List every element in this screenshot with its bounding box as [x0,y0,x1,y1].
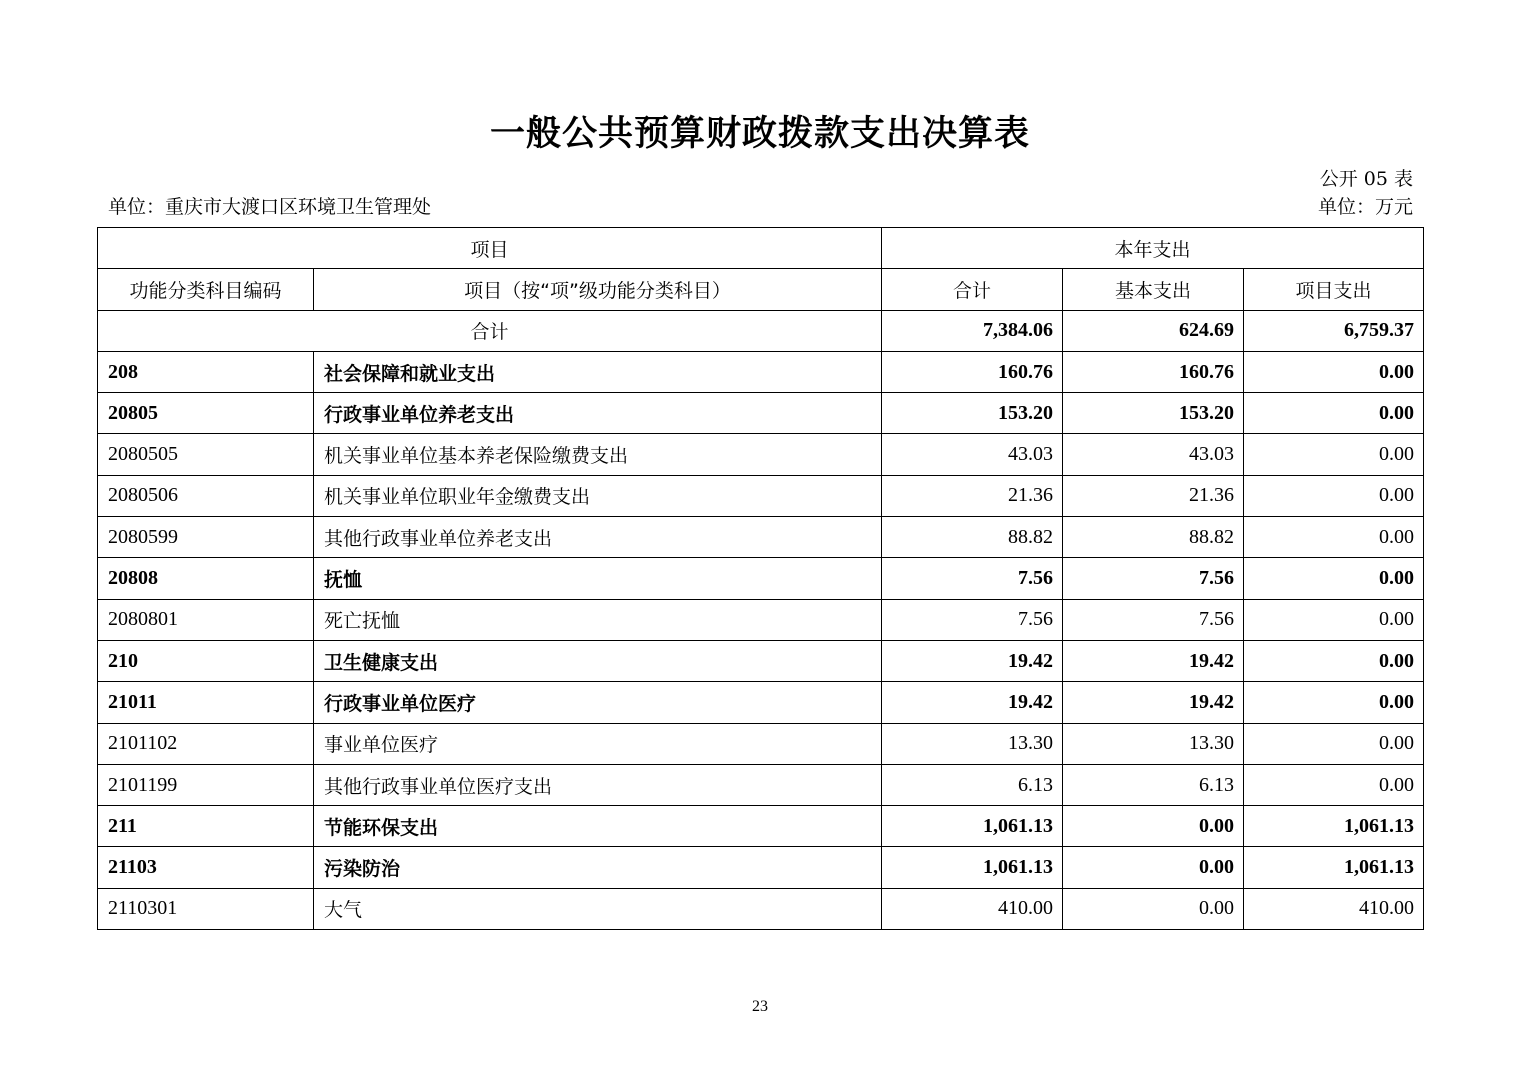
row-code: 20808 [98,558,314,599]
row-project: 0.00 [1244,351,1424,392]
row-name: 污染防治 [314,847,882,888]
table-row [98,847,1424,888]
row-project: 1,061.13 [1244,847,1424,888]
row-total: 19.42 [882,682,1063,723]
row-name: 行政事业单位养老支出 [314,393,882,434]
row-total: 160.76 [882,351,1063,392]
header-row-2 [98,269,1424,310]
header-total: 合计 [882,269,1063,310]
header-project: 项目 [98,228,882,269]
row-project: 0.00 [1244,393,1424,434]
row-project: 0.00 [1244,682,1424,723]
table-body [98,228,1424,930]
row-total: 43.03 [882,434,1063,475]
row-code: 211 [98,806,314,847]
form-number: 公开 05 表 [1319,168,1413,190]
row-project: 1,061.13 [1244,806,1424,847]
total-sum: 7,384.06 [882,310,1063,351]
table-row [98,351,1424,392]
row-basic: 0.00 [1063,888,1244,929]
row-project: 0.00 [1244,517,1424,558]
row-name: 其他行政事业单位医疗支出 [314,764,882,805]
row-code: 20805 [98,393,314,434]
unit-currency: 单位：万元 [1317,196,1413,218]
row-name: 其他行政事业单位养老支出 [314,517,882,558]
row-name: 卫生健康支出 [314,640,882,681]
table-row [98,888,1424,929]
row-code: 2080505 [98,434,314,475]
total-project: 6,759.37 [1244,310,1424,351]
table-row [98,806,1424,847]
total-row [98,310,1424,351]
row-basic: 7.56 [1063,558,1244,599]
row-name: 事业单位医疗 [314,723,882,764]
row-total: 410.00 [882,888,1063,929]
row-code: 21011 [98,682,314,723]
table-row [98,434,1424,475]
row-name: 社会保障和就业支出 [314,351,882,392]
row-code: 21103 [98,847,314,888]
header-basic: 基本支出 [1063,269,1244,310]
header-project-expense: 项目支出 [1244,269,1424,310]
row-total: 7.56 [882,558,1063,599]
row-basic: 13.30 [1063,723,1244,764]
row-basic: 6.13 [1063,764,1244,805]
row-project: 410.00 [1244,888,1424,929]
row-basic: 88.82 [1063,517,1244,558]
row-code: 2080599 [98,517,314,558]
row-code: 2101102 [98,723,314,764]
row-basic: 0.00 [1063,806,1244,847]
row-basic: 43.03 [1063,434,1244,475]
table-row [98,723,1424,764]
total-basic: 624.69 [1063,310,1244,351]
total-label: 合计 [98,310,882,351]
row-name: 抚恤 [314,558,882,599]
page-number: 23 [752,998,768,1015]
table-row [98,558,1424,599]
page-title: 一般公共预算财政拨款支出决算表 [489,114,1030,154]
row-total: 6.13 [882,764,1063,805]
row-code: 2110301 [98,888,314,929]
row-project: 0.00 [1244,640,1424,681]
table-row [98,517,1424,558]
row-total: 13.30 [882,723,1063,764]
table-row [98,640,1424,681]
row-name: 死亡抚恤 [314,599,882,640]
row-name: 机关事业单位基本养老保险缴费支出 [314,434,882,475]
table-row [98,764,1424,805]
row-name: 机关事业单位职业年金缴费支出 [314,475,882,516]
row-code: 208 [98,351,314,392]
row-project: 0.00 [1244,723,1424,764]
table-row [98,393,1424,434]
row-basic: 21.36 [1063,475,1244,516]
header-code: 功能分类科目编码 [98,269,314,310]
row-basic: 0.00 [1063,847,1244,888]
row-name: 行政事业单位医疗 [314,682,882,723]
row-total: 7.56 [882,599,1063,640]
row-basic: 19.42 [1063,682,1244,723]
row-total: 1,061.13 [882,847,1063,888]
budget-table [97,227,1424,930]
row-basic: 7.56 [1063,599,1244,640]
row-name: 大气 [314,888,882,929]
row-total: 153.20 [882,393,1063,434]
row-total: 19.42 [882,640,1063,681]
row-project: 0.00 [1244,558,1424,599]
table-row [98,599,1424,640]
table-row [98,682,1424,723]
header-row-1 [98,228,1424,269]
row-project: 0.00 [1244,599,1424,640]
header-name: 项目（按“项”级功能分类科目） [314,269,882,310]
row-name: 节能环保支出 [314,806,882,847]
row-project: 0.00 [1244,434,1424,475]
row-total: 1,061.13 [882,806,1063,847]
row-basic: 153.20 [1063,393,1244,434]
unit-organization: 单位：重庆市大渡口区环境卫生管理处 [108,196,432,218]
row-code: 2080801 [98,599,314,640]
row-basic: 19.42 [1063,640,1244,681]
row-total: 88.82 [882,517,1063,558]
row-code: 2101199 [98,764,314,805]
row-project: 0.00 [1244,764,1424,805]
table-row [98,475,1424,516]
row-code: 2080506 [98,475,314,516]
header-current-year: 本年支出 [882,228,1424,269]
row-total: 21.36 [882,475,1063,516]
row-project: 0.00 [1244,475,1424,516]
row-basic: 160.76 [1063,351,1244,392]
row-code: 210 [98,640,314,681]
